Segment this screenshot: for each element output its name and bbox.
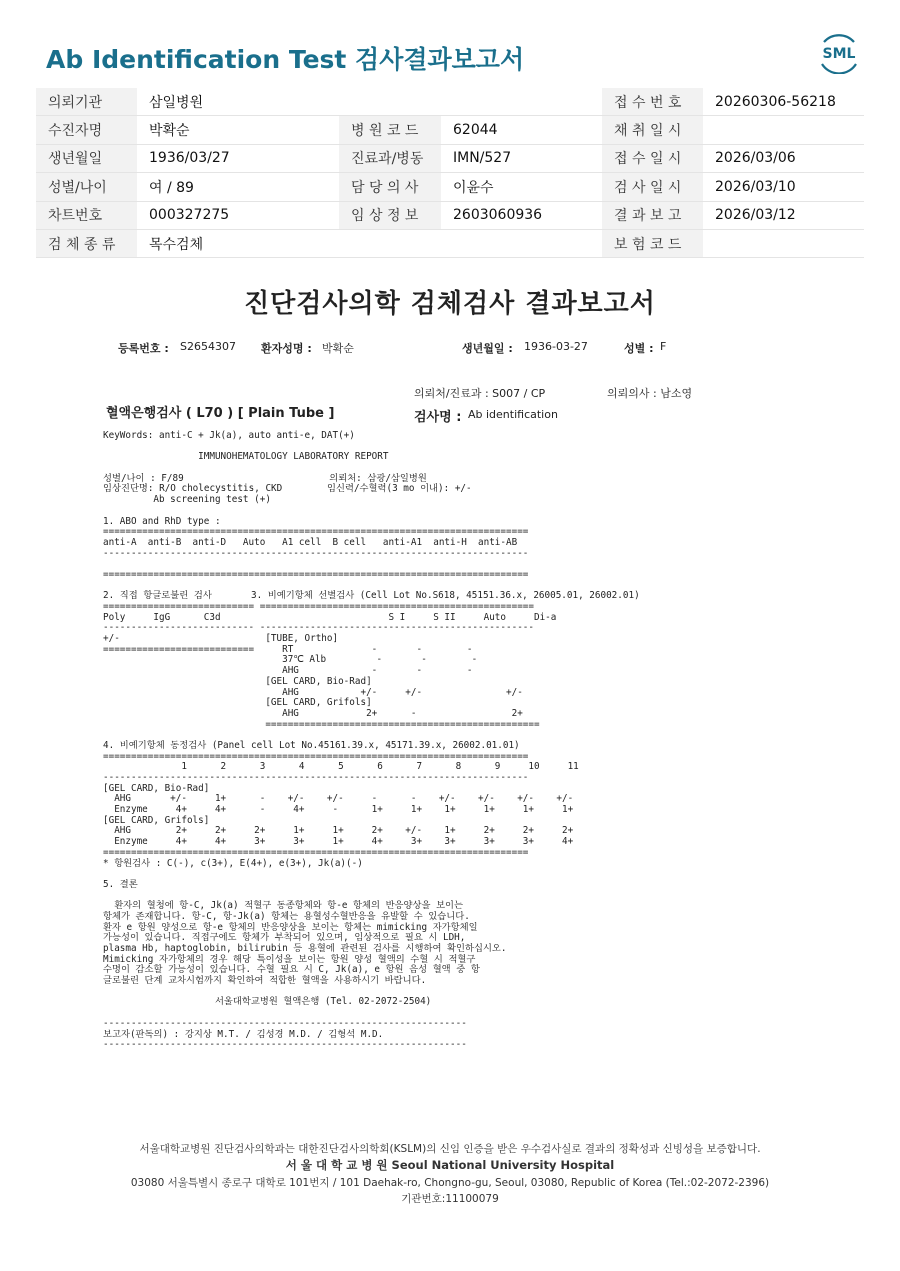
info-label: 검 체 종 류	[36, 229, 137, 257]
info-label: 결 과 보 고	[602, 201, 703, 229]
info-label: 진료과/병동	[339, 144, 441, 172]
lab-text-line: [GEL CARD, Bio-Rad]	[103, 782, 210, 794]
sml-logo-icon	[814, 30, 864, 74]
birth-value: 1936-03-27	[524, 340, 588, 353]
lab-text-line: =================================================	[103, 718, 540, 730]
lab-text-line: plasma Hb, haptoglobin, bilirubin 등 용혈에 관련된 검사를 시행하여 확인하십시오.	[103, 943, 507, 954]
lab-text-line: ============================================================================	[103, 750, 529, 762]
lab-text-line: AHG - - -	[103, 665, 473, 677]
lab-text-line: KeyWords: anti-C + Jk(a), auto anti-e, DAT(+)	[103, 430, 355, 441]
lab-text-line: 성별/나이 : F/89 의뢰처: 삼광/삼일병원	[103, 472, 427, 484]
lab-text-line: 1. ABO and RhD type :	[103, 515, 221, 527]
patient-label: 환자성명 :	[261, 342, 312, 355]
lab-text-line: 서울대학교병원 혈액은행 (Tel. 02-2072-2504)	[103, 996, 432, 1008]
lab-text-line: ============================================================================	[103, 568, 529, 580]
lab-text-line: +/- [TUBE, Ortho]	[103, 633, 339, 645]
lab-text-line: [GEL CARD, Grifols]	[103, 697, 372, 709]
lab-text-line: --------------------------- -------------------------------------------------	[103, 622, 534, 634]
info-label	[339, 229, 441, 257]
info-label: 차트번호	[36, 201, 137, 229]
info-label: 성별/나이	[36, 173, 137, 201]
info-label: 접 수 일 시	[602, 144, 703, 172]
info-value: 000327275	[137, 201, 339, 229]
lab-text-line: * 항원검사 : C(-), c(3+), E(4+), e(3+), Jk(a)(-)	[103, 857, 363, 869]
lab-text-line: Enzyme 4+ 4+ - 4+ - 1+ 1+ 1+ 1+ 1+ 1+	[103, 804, 574, 816]
info-value	[441, 88, 602, 116]
lab-text-line: 항체가 존재합니다. 항-C, 항-Jk(a) 항체는 용혈성수혈반응을 유발할 수 있습니다.	[103, 910, 470, 922]
lab-text-line: 수명이 감소할 가능성이 있습니다. 수혈 필요 시 C, Jk(a), e 항원 음성 혈액 중 항	[103, 964, 480, 976]
footer-certification: 서울대학교병원 진단검사의학과는 대한진단검사의학회(KSLM)의 신임 인증을 받은 우수검사실로 결과의 정확성과 신빙성을 보증합니다.	[139, 1143, 761, 1155]
info-row	[36, 144, 864, 172]
info-label: 임 상 정 보	[339, 201, 441, 229]
lab-text-line: IMMUNOHEMATOLOGY LABORATORY REPORT	[103, 451, 389, 463]
info-label: 보 험 코 드	[602, 229, 703, 257]
lab-text-line: 임상진단명: R/O cholecystitis, CKD 임신력/수혈력(3 mo 이내): +/-	[103, 483, 472, 495]
lab-text-line: 환자의 혈청에 항-C, Jk(a) 적혈구 동종항체와 항-e 항체의 반응양상을 보이는	[103, 900, 464, 912]
info-value	[441, 229, 602, 257]
lab-text-line	[103, 506, 640, 517]
info-value: 이윤수	[441, 173, 602, 201]
sml-logo	[814, 30, 864, 74]
lab-text-line: 4. 비예기항체 동정검사 (Panel cell Lot No.45161.39.x, 45171.39.x, 26002.01.01)	[103, 739, 520, 751]
footer-institution-number: 기관번호:11100079	[401, 1193, 499, 1205]
test-group: 혈액은행검사 ( L70 ) [ Plain Tube ]	[106, 406, 335, 421]
lab-text-line: [GEL CARD, Grifols]	[103, 814, 210, 826]
lab-text-line: [GEL CARD, Bio-Rad]	[103, 675, 372, 687]
lab-text-line: Mimicking 자가항체의 경우 해당 특이성을 보이는 항원 양성 혈액의 수혈 시 적혈구	[103, 953, 476, 965]
lab-text-line: ----------------------------------------------------------------------------	[103, 772, 529, 783]
test-name-label: 검사명 :	[414, 410, 462, 425]
dept-text: 의뢰처/진료과 : S007 / CP	[414, 387, 546, 400]
patient-info-table	[36, 88, 864, 258]
test-name-value: Ab identification	[468, 408, 558, 421]
info-row	[36, 116, 864, 144]
lab-text-line: AHG +/- 1+ - +/- +/- - - +/- +/- +/- +/-	[103, 793, 574, 805]
info-value: 2026/03/12	[703, 201, 864, 229]
info-label: 수진자명	[36, 116, 137, 144]
info-value: 삼일병원	[137, 88, 339, 116]
lab-text-line: -----------------------------------------------------------------	[103, 1039, 467, 1051]
info-value: 62044	[441, 116, 602, 144]
info-row	[36, 88, 864, 116]
lab-text-line: AHG +/- +/- +/-	[103, 686, 523, 698]
reg-label: 등록번호 :	[118, 342, 169, 355]
lab-report-text	[103, 431, 640, 1051]
info-value: 2026/03/10	[703, 173, 864, 201]
info-value	[703, 116, 864, 144]
lab-text-line: 보고자(판독의) : 강지상 M.T. / 김성경 M.D. / 김형석 M.D.	[103, 1028, 384, 1040]
lab-text-line: anti-A anti-B anti-D Auto A1 cell B cell anti-A1 anti-H anti-AB	[103, 536, 518, 548]
lab-text-line: ============================================================================	[103, 846, 529, 858]
info-value: 목수검체	[137, 229, 339, 257]
lab-text-line: 가능성이 있습니다. 직접구에도 항체가 부착되어 있으며, 임상적으로 필요 시 LDH,	[103, 932, 466, 944]
info-value: 1936/03/27	[137, 144, 339, 172]
lab-text-line	[103, 869, 640, 880]
report-heading: 진단검사의학 검체검사 결과보고서	[244, 289, 656, 319]
info-value	[703, 229, 864, 257]
info-row	[36, 201, 864, 229]
info-row	[36, 173, 864, 201]
info-label: 채 취 일 시	[602, 116, 703, 144]
lab-text-line: =========================== RT - - -	[103, 643, 473, 655]
lab-text-line: 37℃ Alb - - -	[103, 654, 478, 666]
info-label: 담 당 의 사	[339, 173, 441, 201]
info-value: 여 / 89	[137, 173, 339, 201]
lab-text-line: Enzyme 4+ 4+ 3+ 3+ 1+ 4+ 3+ 3+ 3+ 3+ 4+	[103, 836, 574, 848]
info-label: 검 사 일 시	[602, 173, 703, 201]
lab-text-line: 5. 결론	[103, 878, 138, 890]
lab-text-line: ============================================================================	[103, 526, 529, 538]
lab-text-line: Ab screening test (+)	[103, 494, 271, 506]
sex-label: 성별 :	[624, 342, 654, 355]
footer-hospital-name: 서 울 대 학 교 병 원 Seoul National University Hospital	[285, 1158, 615, 1172]
lab-text-line: AHG 2+ 2+ 2+ 1+ 1+ 2+ +/- 1+ 2+ 2+ 2+	[103, 825, 574, 837]
lab-text-line: AHG 2+ - 2+	[103, 707, 523, 719]
report-title: Ab Identification Test 검사결과보고서	[46, 45, 525, 74]
lab-text-line: 글로불린 단계 교차시험까지 확인하여 적합한 혈액을 사용하시기 바랍니다.	[103, 975, 427, 987]
footer-address: 03080 서울특별시 종로구 대학로 101번지 / 101 Daehak-ro, Chongno-gu, Seoul, 03080, Republic of Korea (Tel.:02-2072-2396)	[130, 1177, 770, 1189]
sex-value: F	[660, 340, 667, 353]
reg-value: S2654307	[180, 340, 236, 353]
doctor-text: 의뢰의사 : 남소영	[607, 387, 693, 400]
info-row	[36, 229, 864, 257]
lab-text-line: ----------------------------------------------------------------------------	[103, 547, 529, 559]
lab-text-line: 2. 직접 항글로불린 검사 3. 비예기항체 선별검사 (Cell Lot No.S618, 45151.36.x, 26005.01, 26002.01)	[103, 590, 640, 602]
lab-text-line: 환자 e 항원 양성으로 항-e 항체의 반응양상을 보이는 항체는 mimicking 자가항체일	[103, 921, 478, 933]
birth-label: 생년월일 :	[462, 342, 513, 355]
logo-text: SML	[822, 46, 856, 62]
info-label: 접 수 번 호	[602, 88, 703, 116]
info-value: 2603060936	[441, 201, 602, 229]
info-value: 박확순	[137, 116, 339, 144]
info-label	[339, 88, 441, 116]
lab-text-line: =========================== =================================================	[103, 601, 534, 612]
info-label: 생년월일	[36, 144, 137, 172]
info-label: 의뢰기관	[36, 88, 137, 116]
lab-text-line: 1 2 3 4 5 6 7 8 9 10 11	[103, 761, 579, 773]
info-value: 20260306-56218	[703, 88, 864, 116]
info-value: IMN/527	[441, 144, 602, 172]
info-label: 병 원 코 드	[339, 116, 441, 144]
patient-value: 박확순	[322, 342, 354, 355]
lab-text-line: -----------------------------------------------------------------	[103, 1017, 467, 1029]
info-value: 2026/03/06	[703, 144, 864, 172]
lab-text-line: Poly IgG C3d S I S II Auto Di-a	[103, 611, 557, 623]
